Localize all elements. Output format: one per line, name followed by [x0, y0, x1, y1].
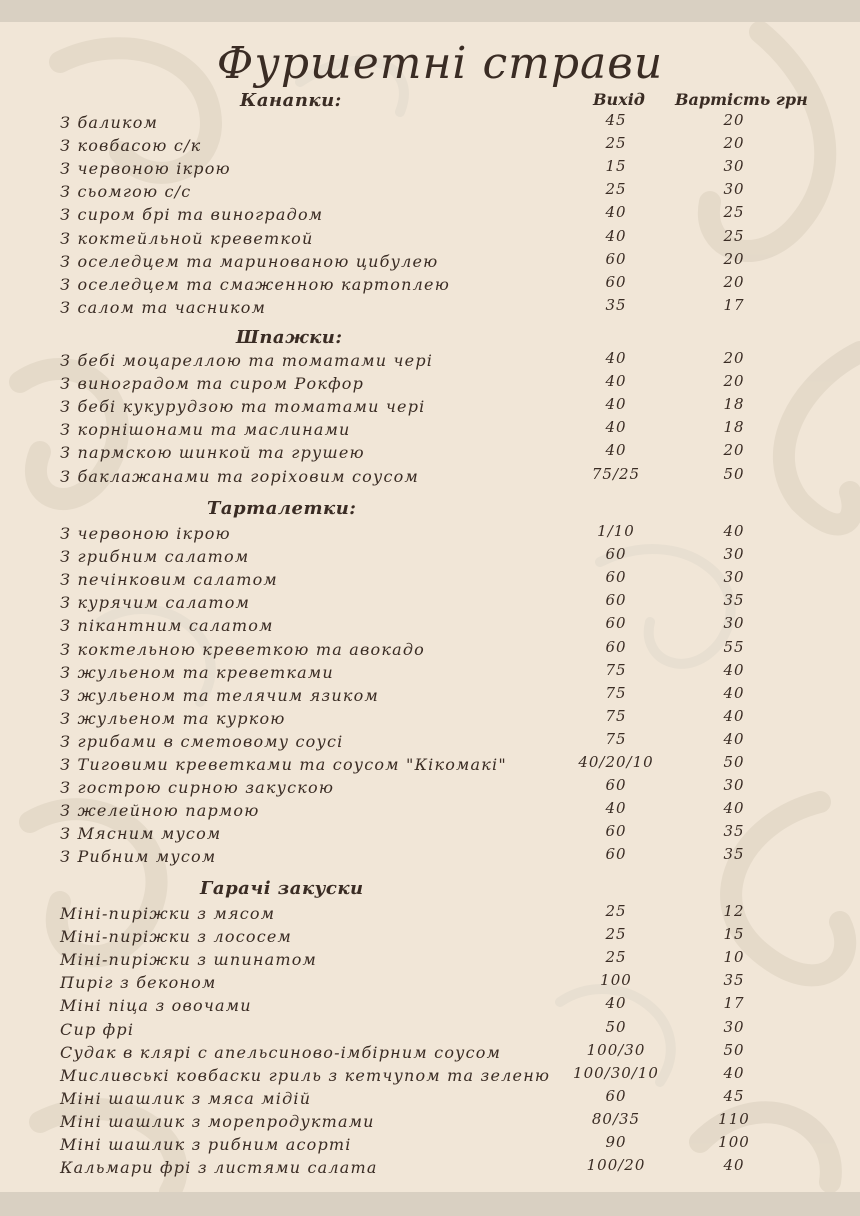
- menu-item-price: 40: [723, 1063, 745, 1082]
- menu-item-output: 60: [605, 272, 627, 291]
- menu-item-name: З пармскою шинкой та грушею: [60, 443, 365, 463]
- menu-item-price: 100: [718, 1133, 750, 1151]
- menu-item-price: 20: [723, 249, 745, 268]
- menu-item-price: 20: [723, 441, 745, 460]
- menu-item-price: 55: [723, 637, 745, 656]
- menu-item-price: 15: [723, 925, 745, 944]
- menu-item-output: 80/35: [591, 1109, 641, 1128]
- menu-item-output: 100/20: [586, 1156, 646, 1175]
- menu-item-output: 75: [605, 683, 627, 702]
- menu-item-output: 25: [605, 948, 627, 967]
- menu-item-name: Судак в клярі с апельсиново-імбірним соусом: [60, 1042, 502, 1062]
- menu-item-name: З оселедцем та смаженною картоплею: [60, 274, 450, 294]
- menu-item-name: Пиріг з беконом: [60, 973, 217, 993]
- menu-item-price: 20: [723, 349, 745, 367]
- menu-item-price: 50: [723, 464, 745, 483]
- menu-item-name: З салом та часником: [60, 297, 267, 317]
- menu-item-output: 60: [605, 1086, 627, 1105]
- menu-item-price: 40: [723, 706, 745, 725]
- menu-item-price: 20: [723, 272, 745, 291]
- menu-item-name: Кальмари фрі з листями салата: [60, 1158, 378, 1178]
- section-title: Гарачі закуски: [200, 878, 364, 899]
- menu-item-name: З бебі кукурудзою та томатами чері: [60, 397, 426, 417]
- menu-item-price: 35: [723, 845, 745, 864]
- menu-item-name: З корнішонами та маслинами: [60, 420, 351, 440]
- menu-item-name: З червоною ікрою: [60, 159, 231, 179]
- menu-item-name: З баклажанами та горіховим соусом: [60, 466, 419, 486]
- menu-item-output: 40: [605, 395, 627, 414]
- menu-item-output: 60: [605, 545, 627, 564]
- menu-item-name: Міні-пиріжки з мясом: [60, 904, 276, 923]
- menu-item-price: 35: [723, 822, 745, 841]
- menu-item-output: 100/30/10: [573, 1063, 659, 1082]
- section-title: Шпажки:: [236, 327, 343, 348]
- column-header-output: Вихід: [593, 90, 645, 109]
- menu-item-output: 40: [605, 372, 627, 391]
- menu-item-price: 40: [723, 799, 745, 818]
- page-title: Фуршетні страви: [216, 38, 664, 89]
- section-title: Канапки:: [240, 90, 342, 111]
- menu-item-name: З сьомгою с/с: [60, 182, 192, 202]
- menu-item-output: 40: [605, 418, 627, 437]
- menu-item-price: 20: [723, 372, 745, 391]
- menu-item-price: 40: [723, 522, 745, 540]
- menu-item-price: 40: [723, 1156, 745, 1175]
- menu-item-price: 30: [723, 180, 745, 199]
- menu-item-name: З гострою сирною закускою: [60, 778, 335, 798]
- menu-item-price: 12: [723, 902, 745, 920]
- menu-item-output: 35: [605, 295, 627, 314]
- menu-item-output: 40: [605, 349, 627, 367]
- menu-item-output: 75: [605, 660, 627, 679]
- menu-item-output: 60: [605, 614, 627, 633]
- menu-item-price: 50: [723, 753, 745, 771]
- menu-item-output: 25: [605, 925, 627, 944]
- menu-item-price: 30: [723, 157, 745, 176]
- menu-item-name: З грибами в сметовому соусі: [60, 731, 344, 751]
- menu-item-price: 18: [723, 418, 745, 437]
- menu-item-output: 50: [605, 1017, 627, 1036]
- menu-item-price: 35: [723, 591, 745, 610]
- menu-item-price: 17: [723, 994, 745, 1013]
- menu-item-price: 40: [723, 683, 745, 702]
- menu-item-name: Міні-пиріжки з шпинатом: [60, 950, 317, 970]
- menu-item-price: 18: [723, 395, 745, 414]
- menu-item-price: 20: [723, 111, 745, 129]
- menu-item-price: 30: [723, 614, 745, 633]
- menu-item-price: 30: [723, 568, 745, 587]
- menu-item-name: З коктейльной креветкой: [60, 228, 314, 248]
- menu-item-name: Міні шашлик з рибним асорті: [60, 1135, 352, 1154]
- menu-item-output: 40: [605, 441, 627, 460]
- menu-item-output: 40: [605, 799, 627, 818]
- menu-item-name: Сир фрі: [60, 1019, 135, 1039]
- menu-item-output: 75/25: [591, 464, 641, 483]
- menu-item-name: З червоною ікрою: [60, 524, 231, 543]
- menu-item-price: 20: [723, 134, 745, 153]
- menu-item-name: З курячим салатом: [60, 593, 251, 613]
- menu-item-output: 15: [605, 157, 627, 176]
- menu-item-output: 25: [605, 134, 627, 153]
- menu-item-output: 60: [605, 637, 627, 656]
- column-header-price: Вартість грн: [675, 90, 808, 109]
- menu-item-name: З Мясним мусом: [60, 824, 222, 844]
- menu-item-output: 60: [605, 591, 627, 610]
- menu-item-name: З пікантним салатом: [60, 616, 274, 636]
- menu-item-output: 100/30: [586, 1040, 646, 1059]
- menu-item-name: Міні шашлик з морепродуктами: [60, 1111, 375, 1131]
- menu-item-price: 17: [723, 295, 745, 314]
- menu-item-name: З коктельною креветкою та авокадо: [60, 639, 426, 659]
- menu-item-name: З печінковим салатом: [60, 570, 278, 590]
- menu-item-output: 40: [605, 994, 627, 1013]
- menu-item-name: Мисливські ковбаски гриль з кетчупом та зеленю: [60, 1065, 551, 1085]
- menu-item-price: 40: [723, 729, 745, 748]
- menu-item-output: 45: [605, 111, 627, 129]
- menu-item-name: Міні-пиріжки з лососем: [60, 927, 292, 947]
- menu-item-name: З ковбасою с/к: [60, 136, 202, 156]
- menu-item-price: 45: [723, 1086, 745, 1105]
- menu-item-output: 100: [600, 971, 632, 990]
- menu-item-name: З Тиговими креветками та соусом "Кікомакі": [60, 755, 507, 774]
- menu-item-price: 25: [723, 226, 745, 245]
- menu-item-name: З бебі моцареллою та томатами чері: [60, 351, 434, 370]
- menu-item-price: 50: [723, 1040, 745, 1059]
- menu-item-output: 60: [605, 776, 627, 795]
- menu-item-price: 30: [723, 1017, 745, 1036]
- section-title: Тарталетки:: [207, 498, 357, 519]
- menu-item-output: 60: [605, 568, 627, 587]
- menu-item-price: 30: [723, 776, 745, 795]
- menu-item-output: 60: [605, 249, 627, 268]
- menu-item-output: 75: [605, 706, 627, 725]
- menu-item-name: З Рибним мусом: [60, 847, 217, 867]
- menu-item-output: 75: [605, 729, 627, 748]
- menu-item-name: З сиром брі та виноградом: [60, 205, 324, 225]
- menu-item-output: 1/10: [597, 522, 635, 540]
- menu-item-name: З жульеном та куркою: [60, 708, 286, 728]
- menu-item-output: 25: [605, 180, 627, 199]
- menu-item-output: 40: [605, 203, 627, 222]
- menu-item-name: Міні піца з овочами: [60, 996, 252, 1016]
- menu-item-name: З желейною пармою: [60, 801, 260, 821]
- menu-item-name: З виноградом та сиром Рокфор: [60, 374, 365, 394]
- menu-item-price: 40: [723, 660, 745, 679]
- menu-item-price: 10: [723, 948, 745, 967]
- menu-item-name: З баликом: [60, 113, 159, 132]
- menu-item-output: 25: [605, 902, 627, 920]
- menu-item-name: Міні шашлик з мяса мідій: [60, 1088, 312, 1108]
- menu-item-name: З грибним салатом: [60, 547, 250, 567]
- menu-item-name: З оселедцем та маринованою цибулею: [60, 251, 439, 271]
- menu-item-output: 60: [605, 822, 627, 841]
- menu-item-output: 40/20/10: [578, 753, 654, 771]
- menu-item-price: 25: [723, 203, 745, 222]
- menu-item-name: З жульеном та телячим язиком: [60, 685, 379, 705]
- menu-item-price: 35: [723, 971, 745, 990]
- menu-item-output: 40: [605, 226, 627, 245]
- menu-item-output: 60: [605, 845, 627, 864]
- menu-item-price: 30: [723, 545, 745, 564]
- menu-item-name: З жульеном та креветками: [60, 662, 334, 682]
- menu-item-price: 110: [718, 1109, 750, 1128]
- menu-item-output: 90: [605, 1133, 627, 1151]
